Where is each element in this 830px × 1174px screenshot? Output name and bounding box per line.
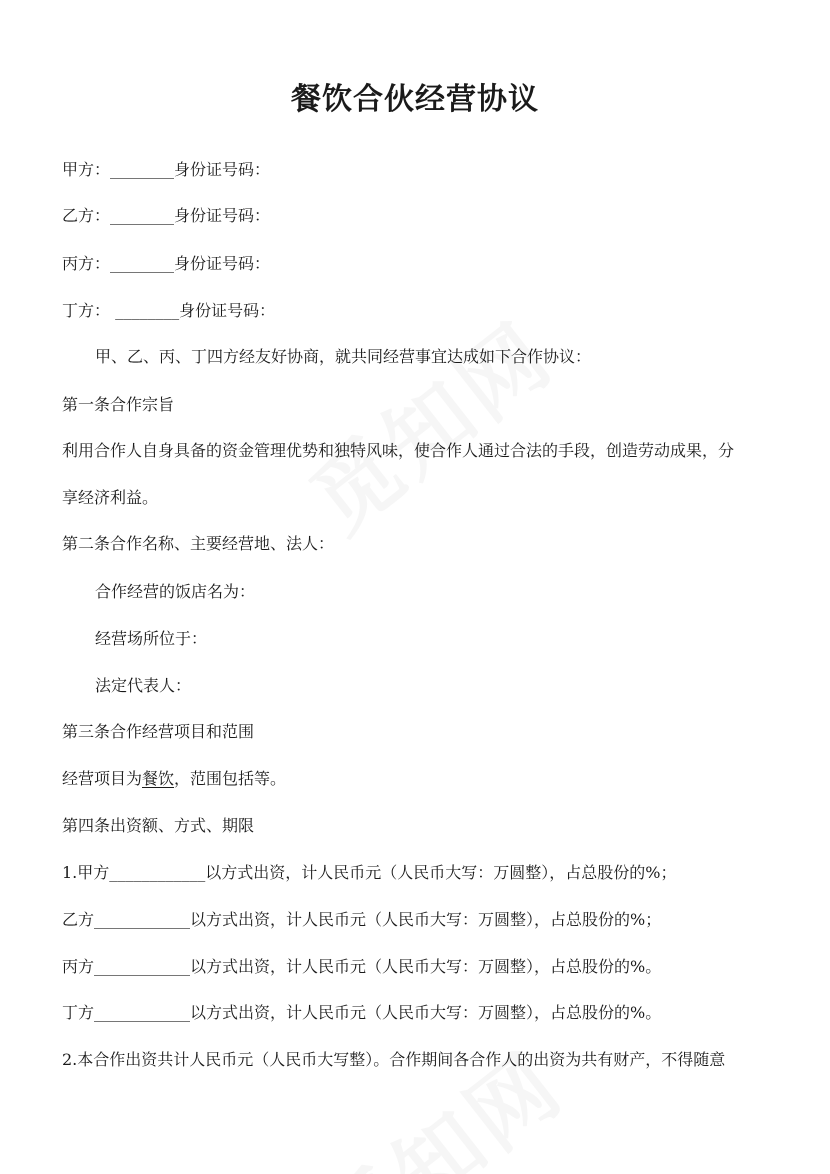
- document-title: 餐饮合伙经营协议: [291, 82, 539, 117]
- article-1-text-line-2: 享经济利益。: [62, 488, 159, 507]
- watermark: [281, 288, 575, 556]
- party-d-line: 丁方： ________身份证号码：: [62, 301, 276, 320]
- scope-suffix: ，范围包括等。: [174, 769, 287, 788]
- party-d-contribution-line: 丁方____________以方式出资，计人民币元（人民币大写：万圆整），占总股份的%。: [62, 1003, 662, 1022]
- article-2-heading: 第二条合作名称、主要经营地、法人：: [62, 534, 335, 553]
- party-c-line: 丙方：________身份证号码：: [62, 254, 271, 273]
- restaurant-name-line: 合作经营的饭店名为：: [95, 582, 256, 601]
- scope-underlined-term: 餐饮: [142, 769, 175, 788]
- party-a-contribution-line: 1.甲方____________以方式出资，计人民币元（人民币大写：万圆整），占总股份的%；: [62, 863, 677, 882]
- party-b-line: 乙方：________身份证号码：: [62, 206, 271, 225]
- business-location-line: 经营场所位于：: [95, 629, 208, 648]
- business-scope-line: [62, 768, 286, 790]
- total-contribution-line: 2.本合作出资共计人民币元（人民币大写整）。合作期间各合作人的出资为共有财产，不得随意: [62, 1050, 726, 1069]
- article-1-heading: 第一条合作宗旨: [62, 395, 175, 414]
- party-b-contribution-line: 乙方____________以方式出资，计人民币元（人民币大写：万圆整），占总股份的%；: [62, 910, 662, 929]
- scope-prefix: 经营项目为: [62, 769, 143, 788]
- article-4-heading: 第四条出资额、方式、期限: [62, 816, 255, 835]
- watermark: [291, 1018, 585, 1174]
- article-3-heading: 第三条合作经营项目和范围: [62, 722, 255, 741]
- party-a-line: 甲方：________身份证号码：: [62, 160, 271, 179]
- intro-paragraph: 甲、乙、丙、丁四方经友好协商，就共同经营事宜达成如下合作协议：: [95, 347, 592, 366]
- article-1-text-line-1: 利用合作人自身具备的资金管理优势和独特风味，使合作人通过合法的手段，创造劳动成果，分: [62, 441, 735, 460]
- party-c-contribution-line: 丙方____________以方式出资，计人民币元（人民币大写：万圆整），占总股份的%。: [62, 957, 662, 976]
- legal-representative-line: 法定代表人：: [95, 676, 192, 695]
